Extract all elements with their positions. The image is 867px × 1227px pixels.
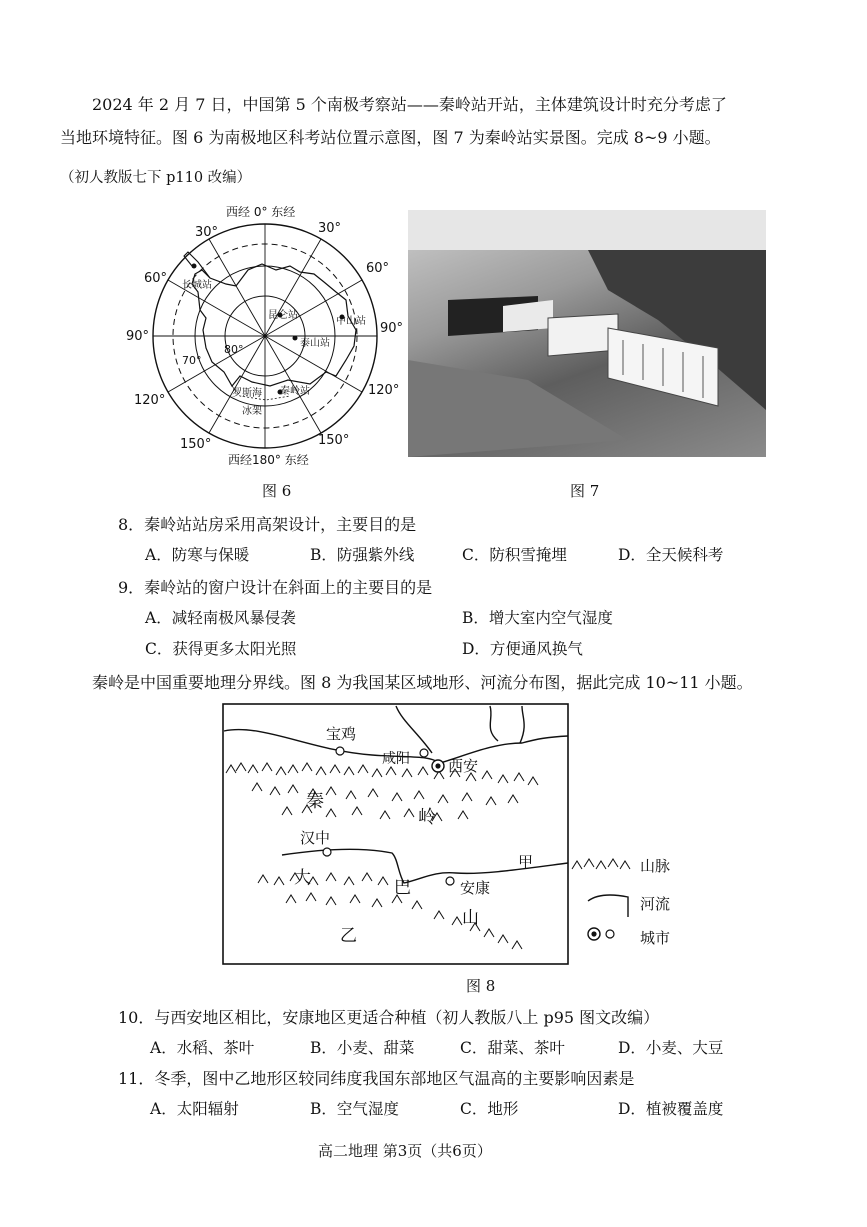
q11-option-c: C．地形 [460, 1100, 519, 1118]
q11-option-a: A．太阳辐射 [150, 1100, 239, 1118]
q8-stem: 8．秦岭站站房采用高架设计，主要目的是 [118, 515, 417, 534]
label-ba: 巴 [394, 878, 411, 898]
label-changcheng: 长城站 [182, 280, 212, 291]
legend-city-label: 城市 [640, 929, 671, 947]
q9-option-c: C．获得更多太阳光照 [145, 640, 297, 658]
legend-river-label: 河流 [640, 895, 671, 913]
lon-90-left: 90° [126, 329, 150, 344]
legend-mountain-label: 山脉 [640, 857, 671, 875]
legend-city-icon [606, 930, 614, 938]
meridians [153, 224, 377, 448]
q9-option-b: B．增大室内空气湿度 [462, 609, 613, 627]
legend-river-icon [588, 895, 628, 917]
q9-stem: 9．秦岭站的窗户设计在斜面上的主要目的是 [118, 578, 433, 597]
antarctica-map [126, 200, 404, 475]
lon-150-left: 150° [180, 437, 212, 452]
label-xianyang: 咸阳 [382, 751, 410, 767]
city-xianyang-dot [420, 749, 428, 757]
map-top-label: 西经 0° 东经 [226, 205, 296, 219]
lon-90-right: 90° [380, 321, 404, 336]
station-changcheng-dot [192, 264, 197, 269]
lat-70: 70° [182, 354, 202, 367]
label-da: 大 [294, 868, 311, 888]
label-zhongshan: 中山站 [336, 316, 366, 327]
figure-7-photo [408, 210, 766, 457]
label-kunlun: 昆仑站 [268, 310, 298, 321]
lon-60-right: 60° [366, 261, 390, 276]
city-hanzhong-dot [323, 848, 331, 856]
label-ross-sea: 罗斯海 [232, 388, 262, 399]
q10-option-a: A．水稻、茶叶 [150, 1039, 255, 1057]
q8-option-b: B．防强紫外线 [310, 546, 415, 564]
label-baoji: 宝鸡 [326, 725, 357, 743]
label-ling: 岭 [418, 807, 436, 828]
label-shan: 山 [462, 908, 479, 928]
q9-option-a: A．减轻南极风暴侵袭 [145, 609, 296, 627]
lon-150-right: 150° [318, 433, 350, 448]
station-taishan-dot [293, 336, 298, 341]
q11-stem: 11．冬季，图中乙地形区较同纬度我国东部地区气温高的主要影响因素是 [118, 1069, 635, 1088]
figure-7-caption: 图 7 [570, 482, 600, 500]
lon-60-left: 60° [144, 271, 168, 286]
label-ankang: 安康 [460, 879, 491, 897]
q11-option-d: D．植被覆盖度 [618, 1100, 724, 1118]
intro-line-2: 当地环境特征。图 6 为南极地区科考站位置示意图，图 7 为秦岭站实景图。完成 8~9 小题。 [60, 128, 721, 147]
q10-option-d: D．小麦、大豆 [618, 1039, 724, 1057]
lon-30-right: 30° [318, 221, 342, 236]
intro-2: 秦岭是中国重要地理分界线。图 8 为我国某区域地形、河流分布图，据此完成 10~11 小题。 [92, 673, 753, 692]
label-qinling: 秦岭站 [280, 386, 310, 397]
legend-mountain-icon [572, 859, 630, 869]
city-xian-center [435, 763, 440, 768]
label-qin: 秦 [306, 791, 324, 812]
qinling-mountains [226, 763, 538, 821]
q10-stem: 10．与西安地区相比，安康地区更适合种植（初人教版八上 p95 图文改编） [118, 1008, 660, 1027]
figure-8-map [222, 703, 569, 965]
page-footer: 高二地理 第3页（共6页） [318, 1142, 492, 1160]
lon-30-left: 30° [195, 225, 219, 240]
figure-8-caption: 图 8 [466, 977, 496, 995]
lat-80: 80° [224, 343, 244, 356]
label-taishan: 泰山站 [300, 338, 330, 349]
q10-option-b: B．小麦、甜菜 [310, 1039, 415, 1057]
q8-option-a: A．防寒与保暖 [145, 546, 250, 564]
q8-option-c: C．防积雪掩埋 [462, 546, 567, 564]
label-ice-shelf: 冰架 [242, 406, 262, 417]
figure-6-map [126, 200, 404, 475]
city-baoji-dot [336, 747, 344, 755]
label-hanzhong: 汉中 [300, 829, 331, 847]
label-jia: 甲 [518, 853, 534, 871]
lon-120-left: 120° [134, 393, 166, 408]
figure-8-legend [568, 845, 708, 955]
legend-drawing [568, 845, 708, 955]
q9-option-d: D．方便通风换气 [462, 640, 583, 658]
map-bottom-label: 西经180° 东经 [228, 453, 309, 467]
figure-6-caption: 图 6 [262, 482, 292, 500]
label-xian: 西安 [448, 757, 479, 775]
q8-option-d: D．全天候科考 [618, 546, 724, 564]
intro-line-1: 2024 年 2 月 7 日，中国第 5 个南极考察站——秦岭站开站，主体建筑设计时充分考虑了 [92, 95, 727, 114]
continent-outline [192, 264, 356, 386]
q11-option-b: B．空气湿度 [310, 1100, 399, 1118]
intro-source: （初人教版七下 p110 改编） [60, 170, 252, 186]
label-yi: 乙 [340, 926, 357, 946]
city-ankang-dot [446, 877, 454, 885]
station-photo-drawing [408, 210, 766, 457]
qinling-map [222, 703, 569, 965]
q10-option-c: C．甜菜、茶叶 [460, 1039, 565, 1057]
lon-120-right: 120° [368, 383, 400, 398]
